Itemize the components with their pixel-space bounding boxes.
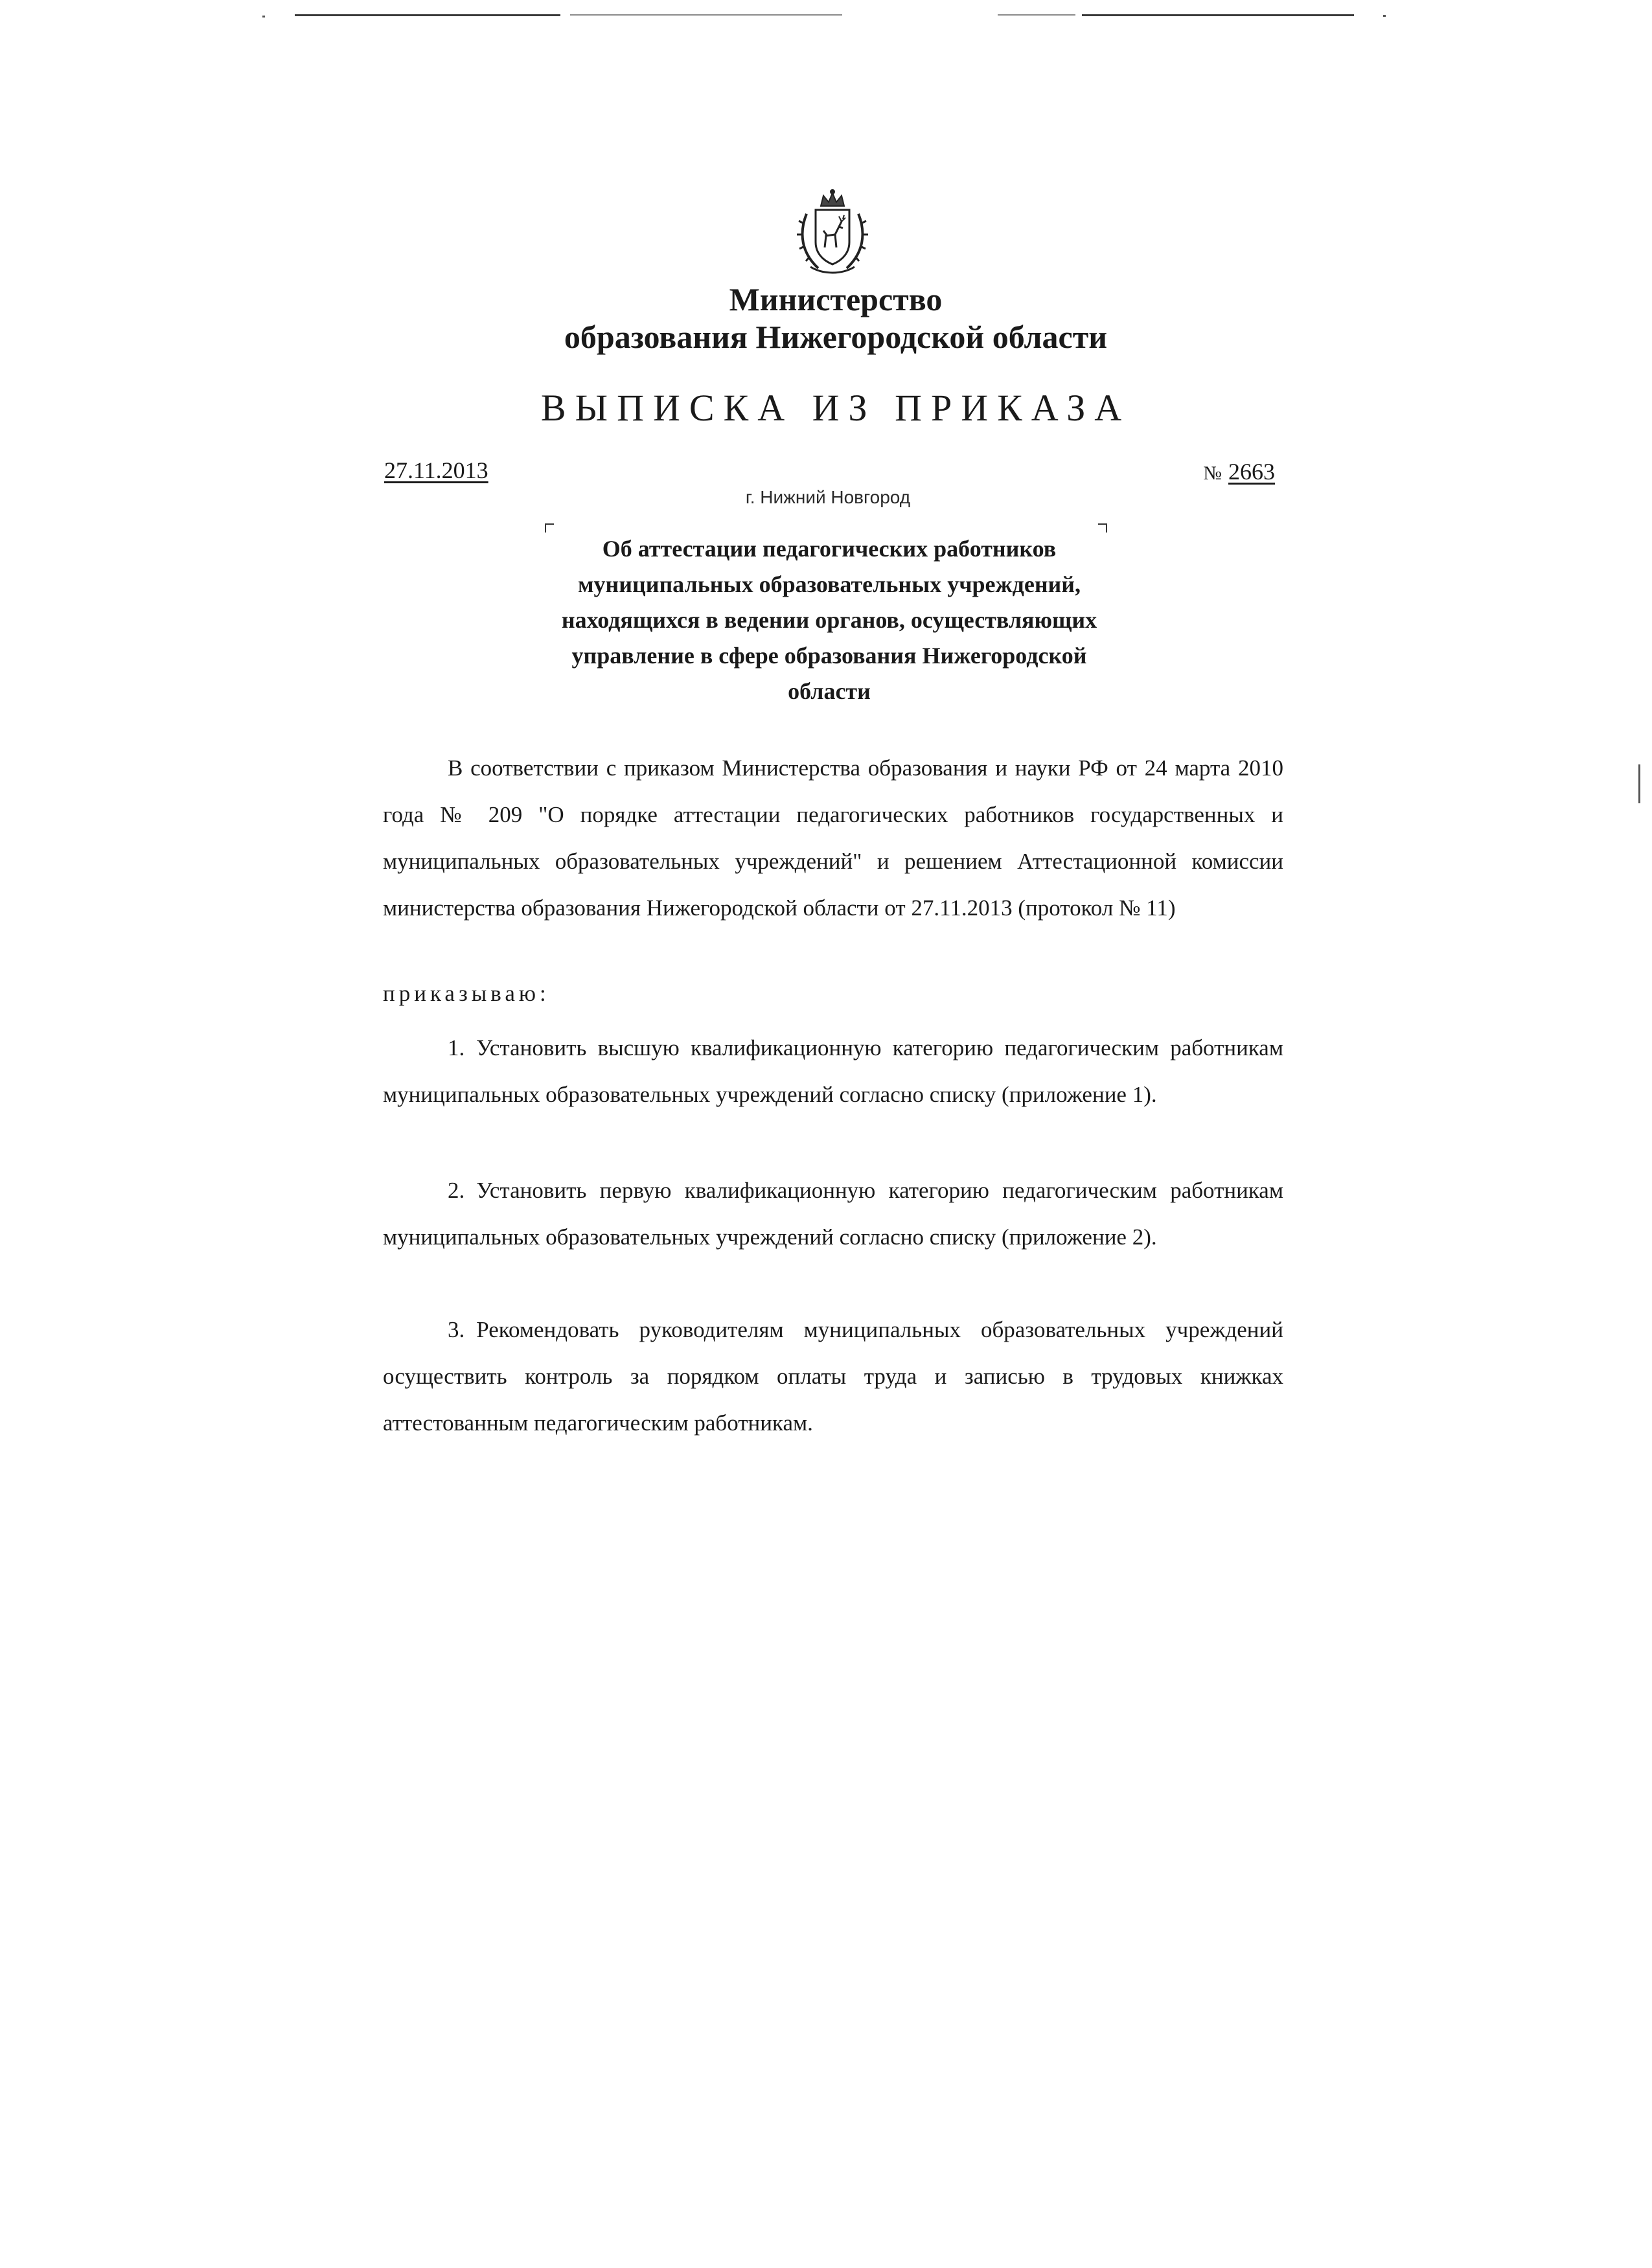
order-subject xyxy=(505,531,1153,709)
scan-speck xyxy=(1638,764,1640,803)
order-item xyxy=(383,1025,1283,1118)
order-item-text: Установить высшую квалификационную категорию педагогическим работникам муниципальных образовательных учреждений согласно списку (приложение 1). xyxy=(383,1035,1283,1107)
subject-line: Об аттестации педагогических работников xyxy=(602,536,1057,562)
subject-line: находящихся в ведении органов, осуществляющих xyxy=(561,607,1097,633)
decree-word: приказываю: xyxy=(383,981,550,1006)
scan-speck xyxy=(262,16,265,17)
subject-line: управление в сфере образования Нижегородской xyxy=(571,643,1087,669)
scan-edge-line xyxy=(1082,14,1354,16)
scan-edge-line xyxy=(570,14,842,16)
subject-line: муниципальных образовательных учреждений, xyxy=(577,571,1081,597)
order-item-number: 2. xyxy=(448,1178,465,1203)
order-item-number: 1. xyxy=(448,1035,465,1060)
order-city: г. Нижний Новгород xyxy=(745,487,911,507)
document-title: ВЫПИСКА ИЗ ПРИКАЗА xyxy=(540,387,1131,429)
scan-edge-line xyxy=(295,14,560,16)
subject-line: области xyxy=(788,678,871,704)
order-item xyxy=(383,1167,1283,1261)
preamble-paragraph: В соответствии с приказом Министерства образования и науки РФ от 24 марта 2010 года № 209 "О порядке аттестации педагогических работников государственных и муниципальных образовательных учреждений" и решением Аттестационной комиссии министерства образования Нижегородской области от 27.11.2013 (протокол № 11) xyxy=(383,755,1283,921)
order-date: 27.11.2013 xyxy=(384,457,488,483)
order-item-text: Рекомендовать руководителям муниципальных образовательных учреждений осуществить контроль за порядком оплаты труда и записью в трудовых книжках аттестованным педагогическим работникам. xyxy=(383,1317,1283,1436)
scan-edge-line xyxy=(998,14,1075,16)
scan-speck xyxy=(1383,15,1386,17)
ministry-name-line1: Министерство xyxy=(729,281,943,317)
order-item-number: 3. xyxy=(448,1317,465,1342)
order-number-prefix: № xyxy=(1203,463,1222,484)
order-number xyxy=(1203,458,1275,485)
ministry-name-line2: образования Нижегородской области xyxy=(564,319,1108,355)
order-number-value: 2663 xyxy=(1228,459,1275,485)
coat-of-arms-icon xyxy=(787,188,878,279)
order-item-text: Установить первую квалификационную категорию педагогическим работникам муниципальных образовательных учреждений согласно списку (приложение 2). xyxy=(383,1178,1283,1250)
order-item xyxy=(383,1307,1283,1447)
